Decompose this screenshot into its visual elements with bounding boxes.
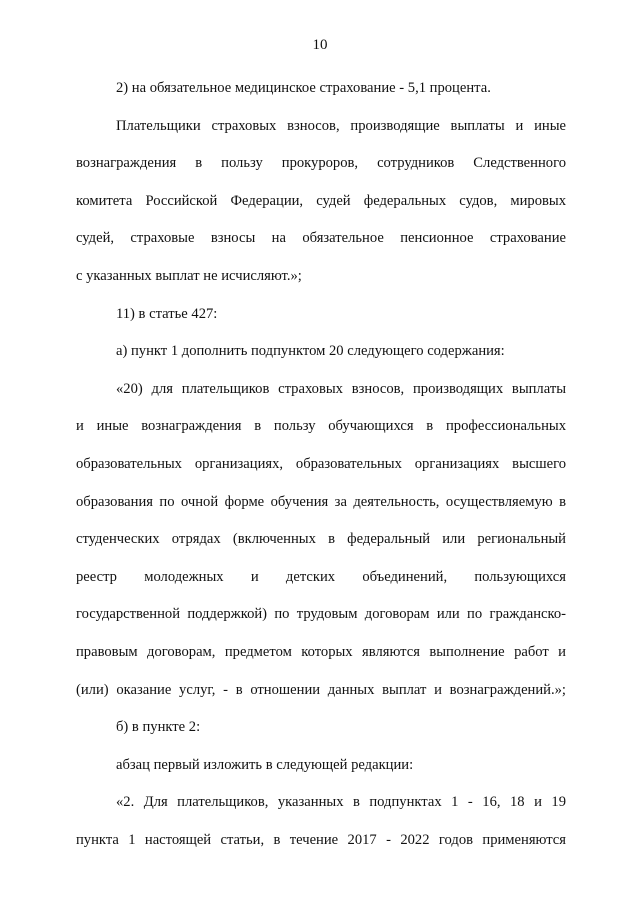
text-line: 11) в статье 427: xyxy=(116,305,218,322)
text-line: правовым договорам, предметом которых являются выполнение работ и xyxy=(76,643,566,660)
text-line: государственной поддержкой) по трудовым договорам или по гражданско- xyxy=(76,606,566,623)
text-line: комитета Российской Федерации, судей федеральных судов, мировых xyxy=(76,192,566,209)
text-line: реестр молодежных и детских объединений, пользующихся xyxy=(76,568,566,585)
text-line: б) в пункте 2: xyxy=(116,719,201,736)
text-line: Плательщики страховых взносов, производящие выплаты и иные xyxy=(116,117,566,134)
text-line: образования по очной форме обучения за деятельность, осуществляемую в xyxy=(76,493,566,510)
text-line: «20) для плательщиков страховых взносов, производящих выплаты xyxy=(116,380,566,397)
text-line: абзац первый изложить в следующей редакции: xyxy=(116,756,414,773)
text-line: «2. Для плательщиков, указанных в подпунктах 1 - 16, 18 и 19 xyxy=(116,794,566,811)
text-line: образовательных организациях, образовательных организациях высшего xyxy=(76,455,566,472)
text-line: студенческих отрядах (включенных в федеральный или региональный xyxy=(76,531,566,548)
text-line: и иные вознаграждения в пользу обучающихся в профессиональных xyxy=(76,418,566,435)
text-line: с указанных выплат не исчисляют.»; xyxy=(76,267,302,284)
text-line: вознаграждения в пользу прокуроров, сотрудников Следственного xyxy=(76,155,566,172)
text-line: пункта 1 настоящей статьи, в течение 2017 - 2022 годов применяются xyxy=(76,831,566,848)
text-line: 2) на обязательное медицинское страхование - 5,1 процента. xyxy=(116,80,491,96)
text-line: судей, страховые взносы на обязательное пенсионное страхование xyxy=(76,230,566,247)
page-number: 10 xyxy=(312,37,328,53)
text-line: а) пункт 1 дополнить подпунктом 20 следующего содержания: xyxy=(116,343,505,360)
text-line: (или) оказание услуг, - в отношении данных выплат и вознаграждений.»; xyxy=(76,681,566,698)
document-body xyxy=(76,70,566,859)
